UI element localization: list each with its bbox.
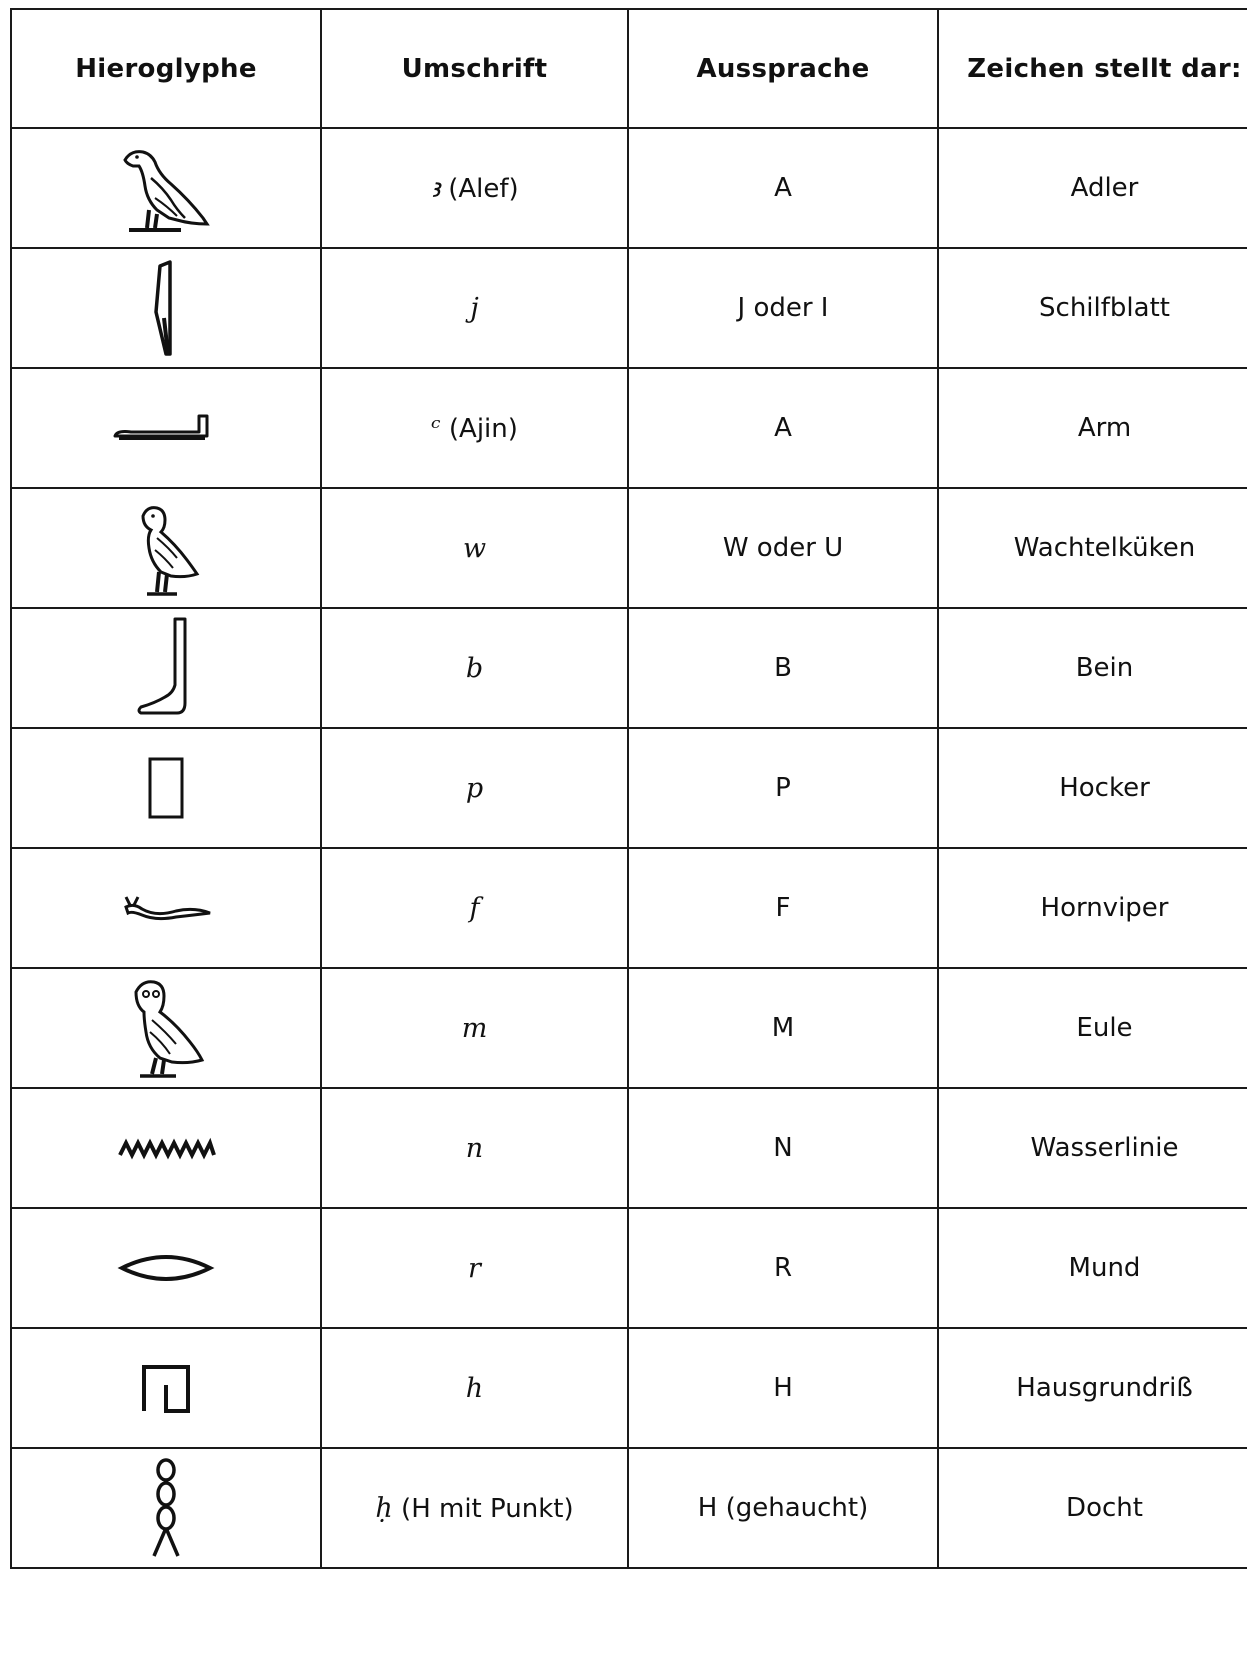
transliteration-symbol: p	[465, 772, 484, 804]
depicts-cell: Bein	[938, 608, 1247, 728]
pronunciation-cell: R	[628, 1208, 938, 1328]
glyph-cell	[11, 728, 321, 848]
glyph-cell	[11, 128, 321, 248]
table-header-row	[11, 9, 1247, 128]
mouth-icon	[116, 1250, 216, 1286]
owl-icon	[118, 976, 214, 1080]
pronunciation-cell: F	[628, 848, 938, 968]
table-row	[11, 1328, 1247, 1448]
pronunciation-cell: N	[628, 1088, 938, 1208]
glyph-cell	[11, 488, 321, 608]
table-row	[11, 1088, 1247, 1208]
reed-leaf-icon	[146, 258, 186, 358]
header-depicts: Zeichen stellt dar:	[938, 9, 1247, 128]
transliteration-note: (H mit Punkt)	[401, 1493, 574, 1524]
depicts-cell: Hocker	[938, 728, 1247, 848]
transliteration-symbol: f	[469, 892, 480, 924]
transliteration-note: (Alef)	[448, 173, 519, 204]
depicts-cell: Hausgrundriß	[938, 1328, 1247, 1448]
table-row	[11, 488, 1247, 608]
header-hieroglyph: Hieroglyphe	[11, 9, 321, 128]
arm-icon	[111, 408, 221, 448]
transliteration-symbol: b	[465, 652, 484, 684]
pronunciation-cell: J oder I	[628, 248, 938, 368]
transliteration-symbol: w	[462, 532, 487, 564]
table-row	[11, 128, 1247, 248]
transliteration-cell	[321, 1208, 628, 1328]
transliteration-symbol: n	[465, 1132, 484, 1164]
pronunciation-cell: H (gehaucht)	[628, 1448, 938, 1568]
depicts-cell: Schilfblatt	[938, 248, 1247, 368]
header-transliteration: Umschrift	[321, 9, 628, 128]
transliteration-cell	[321, 728, 628, 848]
pronunciation-cell: P	[628, 728, 938, 848]
transliteration-cell	[321, 368, 628, 488]
glyph-cell	[11, 1448, 321, 1568]
table-row	[11, 368, 1247, 488]
pronunciation-cell: A	[628, 368, 938, 488]
transliteration-cell	[321, 1448, 628, 1568]
transliteration-cell	[321, 128, 628, 248]
table-row	[11, 608, 1247, 728]
transliteration-symbol: m	[461, 1012, 488, 1044]
depicts-cell: Wasserlinie	[938, 1088, 1247, 1208]
transliteration-symbol: ᶜ	[431, 412, 441, 444]
house-plan-icon	[136, 1361, 196, 1415]
depicts-cell: Docht	[938, 1448, 1247, 1568]
header-pronunciation: Aussprache	[628, 9, 938, 128]
table-row	[11, 248, 1247, 368]
transliteration-cell	[321, 1088, 628, 1208]
transliteration-cell	[321, 608, 628, 728]
transliteration-cell	[321, 1328, 628, 1448]
pronunciation-cell: M	[628, 968, 938, 1088]
depicts-cell: Mund	[938, 1208, 1247, 1328]
glyph-cell	[11, 1088, 321, 1208]
depicts-cell: Wachtelküken	[938, 488, 1247, 608]
stool-icon	[141, 753, 191, 823]
table-row	[11, 848, 1247, 968]
transliteration-cell	[321, 848, 628, 968]
transliteration-symbol: ꜣ	[430, 172, 440, 204]
transliteration-note: (Ajin)	[448, 413, 518, 444]
glyph-cell	[11, 248, 321, 368]
quail-chick-icon	[121, 498, 211, 598]
table-row	[11, 1448, 1247, 1568]
transliteration-symbol: h	[465, 1372, 484, 1404]
wick-icon	[146, 1456, 186, 1560]
pronunciation-cell: B	[628, 608, 938, 728]
transliteration-cell	[321, 968, 628, 1088]
transliteration-symbol: r	[468, 1252, 481, 1284]
leg-icon	[131, 615, 201, 721]
pronunciation-cell: W oder U	[628, 488, 938, 608]
transliteration-symbol: j	[470, 292, 479, 324]
transliteration-cell	[321, 488, 628, 608]
pronunciation-cell: A	[628, 128, 938, 248]
depicts-cell: Arm	[938, 368, 1247, 488]
depicts-cell: Hornviper	[938, 848, 1247, 968]
glyph-cell	[11, 848, 321, 968]
table-row	[11, 1208, 1247, 1328]
glyph-cell	[11, 1208, 321, 1328]
glyph-cell	[11, 608, 321, 728]
glyph-cell	[11, 968, 321, 1088]
glyph-cell	[11, 1328, 321, 1448]
vulture-icon	[111, 138, 221, 238]
hieroglyph-table	[10, 8, 1247, 1569]
table-row	[11, 728, 1247, 848]
water-line-icon	[116, 1135, 216, 1161]
transliteration-symbol: ḥ	[375, 1492, 393, 1524]
transliteration-cell	[321, 248, 628, 368]
pronunciation-cell: H	[628, 1328, 938, 1448]
depicts-cell: Adler	[938, 128, 1247, 248]
glyph-cell	[11, 368, 321, 488]
depicts-cell: Eule	[938, 968, 1247, 1088]
horned-viper-icon	[116, 893, 216, 923]
table-row	[11, 968, 1247, 1088]
